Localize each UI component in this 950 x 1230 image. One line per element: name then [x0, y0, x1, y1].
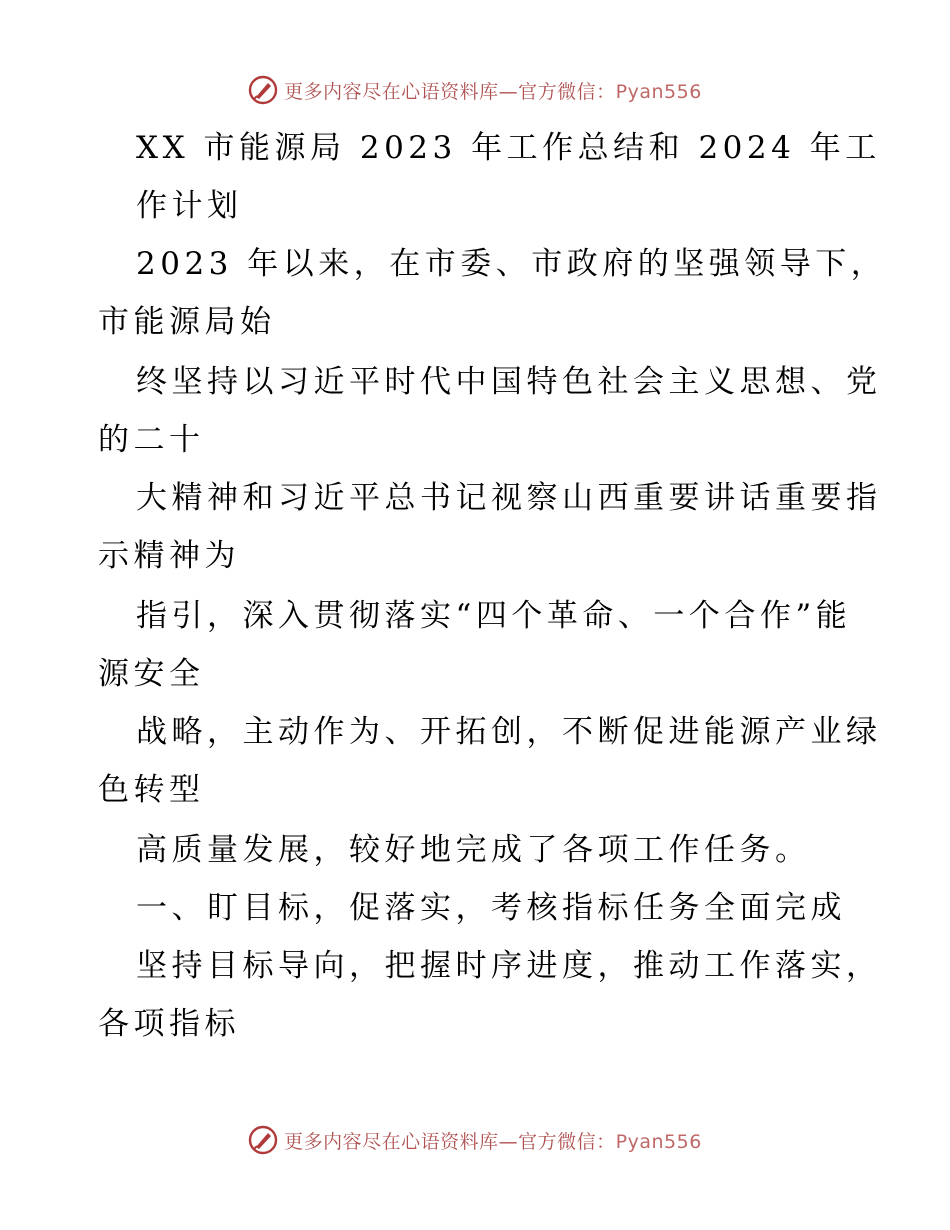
watermark-text — [284, 1127, 702, 1154]
paragraph-line: 指引，深入贯彻落实“四个革命、一个合作”能 — [136, 598, 852, 634]
paragraph-line: 色转型 — [98, 772, 205, 808]
watermark-label: 更多内容尽在心语资料库—官方微信： — [284, 1130, 616, 1153]
paragraph-line: 市能源局始 — [98, 304, 276, 340]
paragraph-line: 源安全 — [98, 656, 205, 692]
title-line-2: 作计划 — [136, 188, 243, 224]
paragraph-line: 终坚持以习近平时代中国特色社会主义思想、党 — [136, 364, 882, 400]
paragraph-line: 大精神和习近平总书记视察山西重要讲话重要指 — [136, 480, 882, 516]
paragraph-line: 的二十 — [98, 422, 205, 458]
watermark-wechat-id: Pyan556 — [615, 80, 702, 103]
paragraph-line: 示精神为 — [98, 538, 240, 574]
watermark-label: 更多内容尽在心语资料库—官方微信： — [284, 80, 616, 103]
watermark-wechat-id: Pyan556 — [615, 1130, 702, 1153]
paragraph-line: 坚持目标导向，把握时序进度，推动工作落实， — [136, 948, 882, 984]
paragraph-line: 战略，主动作为、开拓创，不断促进能源产业绿 — [136, 714, 882, 750]
footer-watermark — [0, 1120, 950, 1160]
paragraph-line: 各项指标 — [98, 1006, 240, 1042]
quill-logo-icon — [248, 1125, 278, 1155]
paragraph-line: 高质量发展，较好地完成了各项工作任务。 — [136, 832, 811, 868]
section-heading: 一、盯目标，促落实，考核指标任务全面完成 — [136, 890, 846, 926]
title-line-1: XX 市能源局 2023 年工作总结和 2024 年工 — [136, 130, 881, 166]
paragraph-line: 2023 年以来，在市委、市政府的坚强领导下， — [136, 246, 887, 282]
